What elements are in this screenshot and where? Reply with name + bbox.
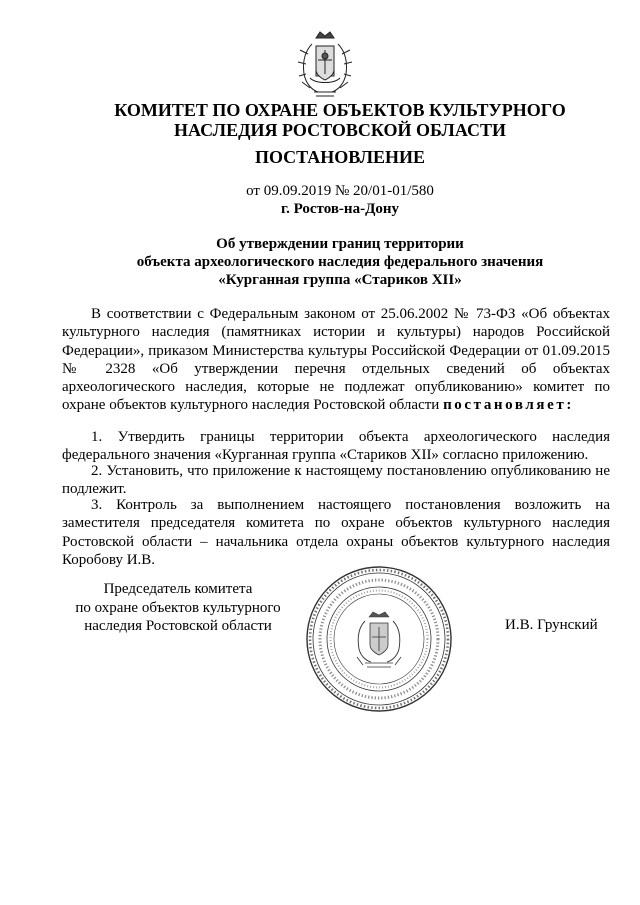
document-date-number: от 09.09.2019 № 20/01-01/580: [246, 183, 434, 199]
signatory-title-line-3: наследия Ростовской области: [84, 618, 272, 634]
organization-name: [60, 100, 620, 140]
decree-item-2: 2. Установить, что приложение к настоящему постановлению опубликованию не подлежит.: [62, 463, 610, 498]
document-subject: [60, 235, 620, 289]
official-seal-icon: [305, 565, 453, 713]
signatory-title: [62, 580, 294, 636]
subject-line-3: «Курганная группа «Стариков XII»: [218, 272, 462, 288]
organization-line-2: НАСЛЕДИЯ РОСТОВСКОЙ ОБЛАСТИ: [174, 120, 506, 140]
preamble-paragraph: [62, 305, 610, 415]
document-city: г. Ростов-на-Дону: [280, 201, 400, 217]
subject-line-1: Об утверждении границ территории: [216, 236, 464, 252]
subject-line-2: объекта археологического наследия федерального значения: [136, 254, 544, 270]
coat-of-arms-icon: [296, 30, 354, 102]
signatory-title-line-2: по охране объектов культурного: [75, 599, 281, 616]
signatory-name: И.В. Грунский: [505, 617, 598, 633]
signatory-title-line-1: Председатель комитета: [103, 581, 253, 597]
decree-item-1: 1. Утвердить границы территории объекта археологического наследия федерального значения «Курганная группа «Стариков XII» согласно приложению.: [62, 429, 610, 464]
preamble-text: В соответствии с Федеральным законом от 25.06.2002 № 73-ФЗ «Об объектах культурного наследия (памятниках истории и культуры) народов Российской Федерации», приказом Министерства культуры Российской Федерации от 01.09.2015 № 2328 «Об утверждении перечня отдельных сведений об объектах археологического наследия, которые не подлежат опубликованию» комитет по охране объектов культурного наследия Ростовской области: [62, 306, 610, 414]
document-type: ПОСТАНОВЛЕНИЕ: [254, 147, 426, 167]
decree-item-3: 3. Контроль за выполнением настоящего постановления возложить на заместителя председателя комитета по охране объектов культурного наследия Ростовской области – начальника отдела охраны объектов культурного наследия Коробову И.В.: [62, 497, 610, 568]
decree-word: постановляет:: [443, 397, 574, 414]
organization-line-1: КОМИТЕТ ПО ОХРАНЕ ОБЪЕКТОВ КУЛЬТУРНОГО: [114, 100, 566, 120]
